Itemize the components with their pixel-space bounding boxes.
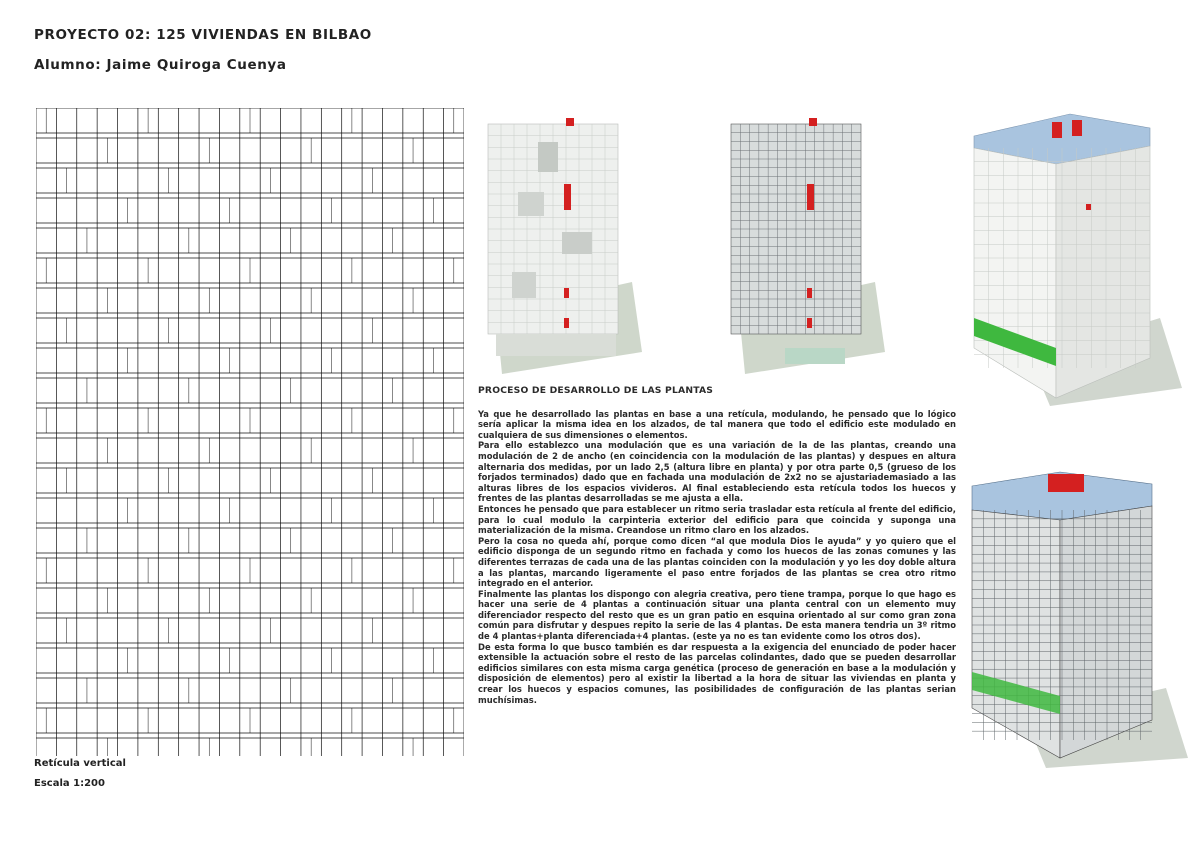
paragraph: De esta forma lo que busco también es dar respuesta a la exigencia del enunciado de poder hacer extensible la actuación sobre el resto de las parcelas colindantes, dado que se pueden desarrollar edificios similares con esta misma carga genética (proceso de generación en base a la modulación y disposición de elementos) pero al existir la libertad a la hora de situar las viviendas en planta y crear los huecos y espacios comunes, las posibilidades de configuración de las plantas serian muchísimas.: [478, 641, 956, 705]
paragraph: Para ello establezco una modulación que es una variación de la de las plantas, creando una modulación de 2 de ancho (en coincidencia con la modulación de las plantas) y despues en altura alternaria dos medidas, por un lado 2,5 (altura libre en planta) y por otra parte 0,5 (grueso de los forjados terminados) dado que en fachada una modulación de 2x2 no se ajustariademasiado a las alturas libres de los espacios vivideros. Al final estableciendo esta retícula todos los huecos y frentes de las plantas desarrolladas se me ajusta a ella.: [478, 440, 956, 504]
paragraph: Finalmente las plantas los dispongo con alegria creativa, pero tiene trampa, porque lo que hago es hacer una serie de 4 plantas a continuación situar una planta central con un elemento muy diferenciador respecto del resto que es un gran patio en esquina orientado al sur como gran zona común para disfrutar y despues repito la serie de las 4 plantas. De esta manera tendria un 3º ritmo de 4 plantas+planta diferenciada+4 plantas. (este ya no es tan evidente como los otros dos).: [478, 588, 956, 642]
grid-caption: Retícula vertical: [34, 758, 126, 769]
page-title: PROYECTO 02: 125 VIVIENDAS EN BILBAO: [34, 27, 372, 43]
student-name: Alumno: Jaime Quiroga Cuenya: [34, 57, 287, 73]
elevation-render-solid: [482, 112, 644, 374]
development-description: [478, 386, 956, 705]
scale-label: Escala 1:200: [34, 778, 105, 789]
paragraph: Pero la cosa no queda ahí, porque como dicen “al que modula Dios le ayuda” y yo quiero que el edificio disponga de un segundo ritmo en fachada y como los huecos de las zonas comunes y las diferentes terrazas de cada una de las plantas coinciden con la modulación y yo les doy doble altura a las plantas, marcando ligeramente el paso entre forjados de las plantas se crea otro ritmo integrado en el anterior.: [478, 535, 956, 589]
perspective-render-wireframe: [956, 458, 1188, 768]
paragraph: Entonces he pensado que para establecer un ritmo seria trasladar esta retícula al frente del edificio, para lo cual modulo la carpinteria exterior del edificio para que coincida y suponga una materialización de la misma. Creandose un ritmo claro en los alzados.: [478, 503, 956, 536]
section-heading: PROCESO DE DESARROLLO DE LAS PLANTAS: [478, 385, 714, 396]
elevation-render-wireframe: [725, 112, 887, 374]
perspective-render-solid: [960, 108, 1182, 406]
paragraph: Ya que he desarrollado las plantas en base a una retícula, modulando, he pensado que lo lógico sería aplicar la misma idea en los alzados, de tal manera que todo el edificio este modulado en cualquiera de sus dimensiones o elementos.: [478, 408, 956, 440]
vertical-grid-drawing: [36, 108, 464, 756]
